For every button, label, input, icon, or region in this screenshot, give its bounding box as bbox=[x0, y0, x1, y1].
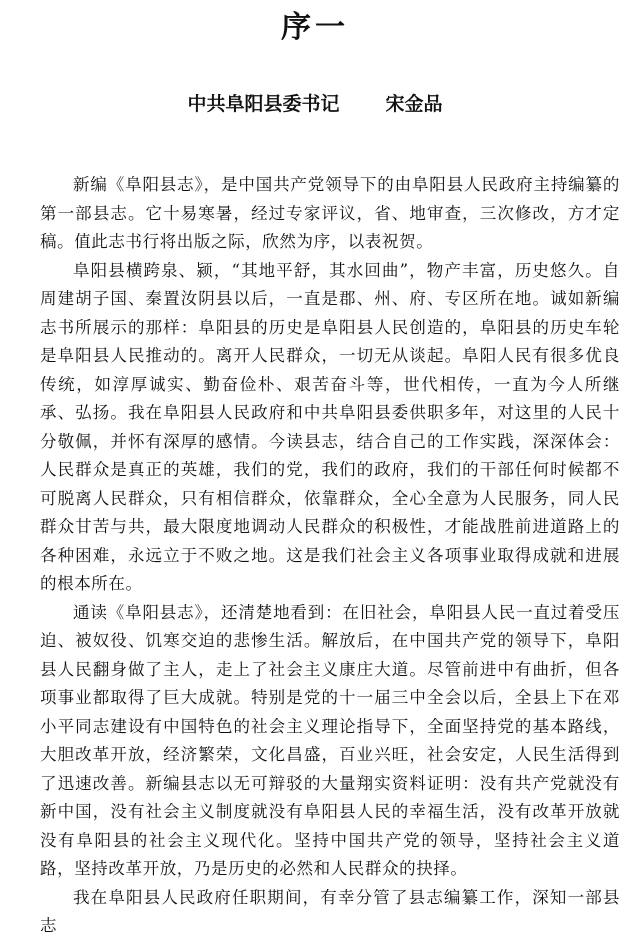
paragraph-4: 我在阜阳县人民政府任职期间，有幸分管了县志编纂工作，深知一部县志 bbox=[40, 887, 620, 935]
author-name: 宋金品 bbox=[385, 93, 443, 115]
byline bbox=[0, 92, 630, 116]
author-position: 中共阜阳县委书记 bbox=[187, 93, 340, 115]
paragraph-2: 阜阳县横跨泉、颍，“其地平舒，其水回曲”，物产丰富，历史悠久。自周建胡子国、秦置汝阴县以后，一直是郡、州、府、专区所在地。诚如新编志书所展示的那样：阜阳县的历史是阜阳县人民创造的，阜阳县的历史车轮是阜阳县人民推动的。离开人民群众，一切无从谈起。阜阳人民有很多优良传统，如淳厚诚实、勤奋俭朴、艰苦奋斗等，世代相传，一直为今人所继承、弘扬。我在阜阳县人民政府和中共阜阳县委供职多年，对这里的人民十分敬佩，并怀有深厚的感情。今读县志，结合自己的工作实践，深深体会：人民群众是真正的英雄，我们的党，我们的政府，我们的干部任何时候都不可脱离人民群众，只有相信群众，依靠群众，全心全意为人民服务，同人民群众甘苦与共，最大限度地调动人民群众的积极性，才能战胜前进道路上的各种困难，永远立于不败之地。这是我们社会主义各项事业取得成就和进展的根本所在。 bbox=[40, 260, 620, 593]
document-body bbox=[40, 171, 620, 941]
paragraph-1: 新编《阜阳县志》，是中国共产党领导下的由阜阳县人民政府主持编纂的第一部县志。它十易寒暑，经过专家评议，省、地审查，三次修改，方才定稿。值此志书行将出版之际，欣然为序，以表祝贺。 bbox=[40, 175, 620, 251]
paragraph-3: 通读《阜阳县志》，还清楚地看到：在旧社会，阜阳县人民一直过着受压迫、被奴役、饥寒交迫的悲惨生活。解放后，在中国共产党的领导下，阜阳县人民翻身做了主人，走上了社会主义康庄大道。尽管前进中有曲折，但各项事业都取得了巨大成就。特别是党的十一届三中全会以后，全县上下在邓小平同志建设有中国特色的社会主义理论指导下，全面坚持党的基本路线，大胆改革开放，经济繁荣，文化昌盛，百业兴旺，社会安定，人民生活得到了迅速改善。新编县志以无可辩驳的大量翔实资料证明：没有共产党就没有新中国，没有社会主义制度就没有阜阳县人民的幸福生活，没有改革开放就没有阜阳县的社会主义现代化。坚持中国共产党的领导，坚持社会主义道路，坚持改革开放，乃是历史的必然和人民群众的抉择。 bbox=[40, 602, 620, 878]
page-title: 序一 bbox=[281, 10, 349, 45]
